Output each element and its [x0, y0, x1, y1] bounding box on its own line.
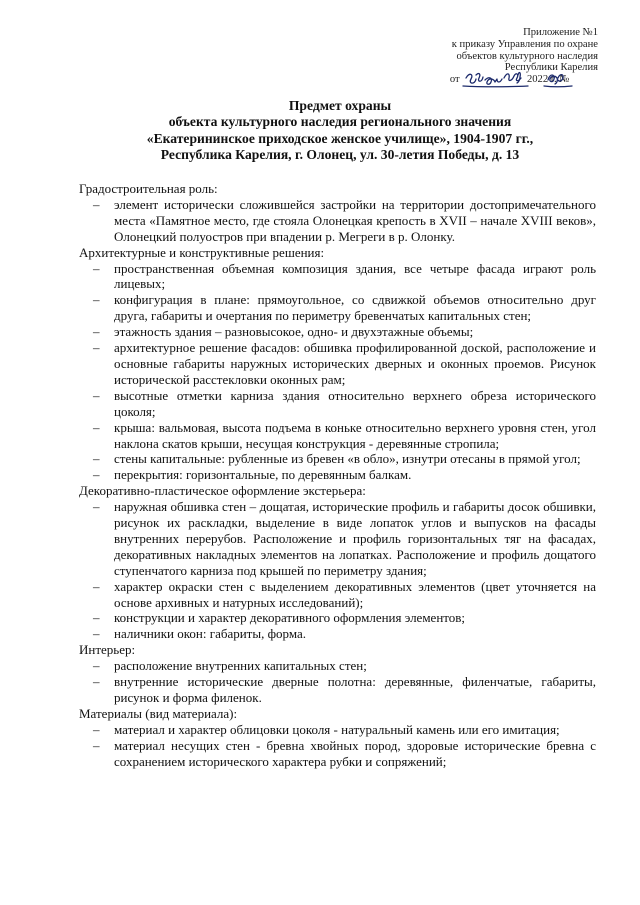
item-text: внутренние исторические дверные полотна: деревянные, филенчатые, габариты, рисунок и форма филенок.	[114, 674, 596, 705]
section-decoration	[79, 483, 596, 642]
list-item	[79, 722, 596, 738]
appendix-line-2: к приказу Управления по охране	[451, 38, 598, 50]
dash-bullet-icon: –	[93, 260, 100, 276]
item-text: стены капитальные: рубленные из бревен «в обло», изнутри отесаны в прямой угол;	[114, 451, 581, 467]
dash-bullet-icon: –	[93, 626, 100, 642]
appendix-line-1: Приложение №1	[523, 27, 598, 38]
date-suffix: 2022 г. №	[526, 74, 570, 86]
dash-bullet-icon: –	[93, 578, 100, 594]
list-item	[79, 658, 596, 674]
item-text: наличники окон: габариты, форма.	[114, 626, 306, 642]
item-text: высотные отметки карниза здания относительно верхнего обреза исторического цоколя;	[114, 387, 596, 419]
title-line-1: Предмет охраны	[288, 98, 392, 113]
dash-bullet-icon: –	[93, 721, 100, 737]
section-heading: Декоративно-пластическое оформление экстерьера:	[79, 483, 366, 499]
list-item	[79, 610, 596, 626]
dash-bullet-icon: –	[93, 499, 100, 515]
item-text: пространственная объемная композиция здания, все четыре фасада играют роль лицевых;	[114, 260, 596, 292]
title-line-2: объекта культурного наследия регионального значения	[168, 114, 512, 130]
dash-bullet-icon: –	[93, 340, 100, 356]
item-list	[79, 499, 596, 642]
dash-bullet-icon: –	[93, 387, 100, 403]
list-item	[79, 499, 596, 579]
item-text: конфигурация в плане: прямоугольное, со сдвижкой объемов относительно друг друга, габариты и очертания по периметру бревенчатых капитальных стен;	[114, 292, 596, 324]
section-heading: Градостроительная роль:	[79, 181, 218, 196]
item-text: архитектурное решение фасадов: обшивка профилированной доской, расположение и основные габариты наружных исторических дверных и оконных проемов. Рисунок исторической расстекловки оконных рам;	[114, 340, 596, 387]
appendix-date-line	[450, 74, 598, 86]
item-text: наружная обшивка стен – дощатая, исторические профиль и габариты досок обшивки, рисунок их раскладки, выделение в виде лопаток углов и выпусков на фасады внутренних перерубов. Расположение и профиль горизонтальных тяг на фасадах, декоративных накладных элементов на лопатках. Расположение и профиль дощатого ступенчатого карниза под крышей по периметру здания;	[114, 499, 596, 578]
dash-bullet-icon: –	[93, 324, 100, 340]
list-item	[79, 467, 596, 483]
dash-bullet-icon: –	[93, 196, 100, 212]
item-list	[79, 197, 596, 245]
item-text: расположение внутренних капитальных стен;	[114, 658, 367, 674]
item-text: материал несущих стен - бревна хвойных пород, здоровые исторические бревна с сохранением исторического характера рубки и сопряжений;	[114, 737, 596, 769]
section-architecture	[79, 245, 596, 484]
appendix-line-4: Республики Карелия	[504, 62, 598, 74]
dash-bullet-icon: –	[93, 467, 100, 483]
list-item	[79, 388, 596, 420]
appendix-line-3: объектов культурного наследия	[456, 50, 598, 62]
dash-bullet-icon: –	[93, 419, 100, 435]
list-item	[79, 626, 596, 642]
dash-bullet-icon: –	[93, 610, 100, 626]
list-item	[79, 261, 596, 293]
section-interior	[79, 642, 596, 706]
list-item	[79, 451, 596, 467]
item-text: этажность здания – разновысокое, одно- и двухэтажные объемы;	[114, 324, 474, 340]
title-line-4: Республика Карелия, г. Олонец, ул. 30-летия Победы, д. 13	[160, 147, 520, 163]
list-item	[79, 738, 596, 770]
section-heading: Материалы (вид материала):	[79, 705, 238, 721]
item-text: материал и характер облицовки цоколя - натуральный камень или его имитация;	[114, 721, 560, 737]
section-urban-role	[79, 181, 596, 245]
list-item	[79, 292, 596, 324]
list-item	[79, 579, 596, 611]
list-item	[79, 674, 596, 706]
section-materials	[79, 706, 596, 770]
document-title	[60, 98, 620, 164]
dash-bullet-icon: –	[93, 292, 100, 308]
document-body	[79, 181, 596, 770]
handwritten-date-signature	[460, 66, 580, 92]
dash-bullet-icon: –	[93, 658, 100, 674]
date-prefix: от	[449, 74, 460, 86]
list-item	[79, 197, 596, 245]
item-text: перекрытия: горизонтальные, по деревянным балкам.	[114, 467, 412, 483]
appendix-header	[450, 27, 598, 86]
dash-bullet-icon: –	[93, 451, 100, 467]
section-heading: Интерьер:	[79, 642, 136, 658]
dash-bullet-icon: –	[93, 674, 100, 690]
item-text: конструкции и характер декоративного оформления элементов;	[114, 610, 466, 626]
section-heading: Архитектурные и конструктивные решения:	[79, 244, 325, 260]
list-item	[79, 340, 596, 388]
item-list	[79, 261, 596, 484]
list-item	[79, 324, 596, 340]
item-text: элемент исторически сложившейся застройки на территории достопримечательного места «Памятное место, где стояла Олонецкая крепость в XVII – начале XVIII веков», Олонецкий полуостров при впадении р. Мегреги в р. Олонку.	[114, 196, 596, 244]
item-text: характер окраски стен с выделением декоративных элементов (цвет уточняется на основе архивных и натурных исследований);	[114, 578, 596, 610]
dash-bullet-icon: –	[93, 737, 100, 753]
item-list	[79, 658, 596, 706]
item-list	[79, 722, 596, 770]
item-text: крыша: вальмовая, высота подъема в коньке относительно верхнего уровня стен, угол наклона скатов крыши, несущая конструкция - деревянные стропила;	[114, 419, 596, 451]
list-item	[79, 420, 596, 452]
title-line-3: «Екатерининское приходское женское училище», 1904-1907 гг.,	[146, 130, 534, 146]
